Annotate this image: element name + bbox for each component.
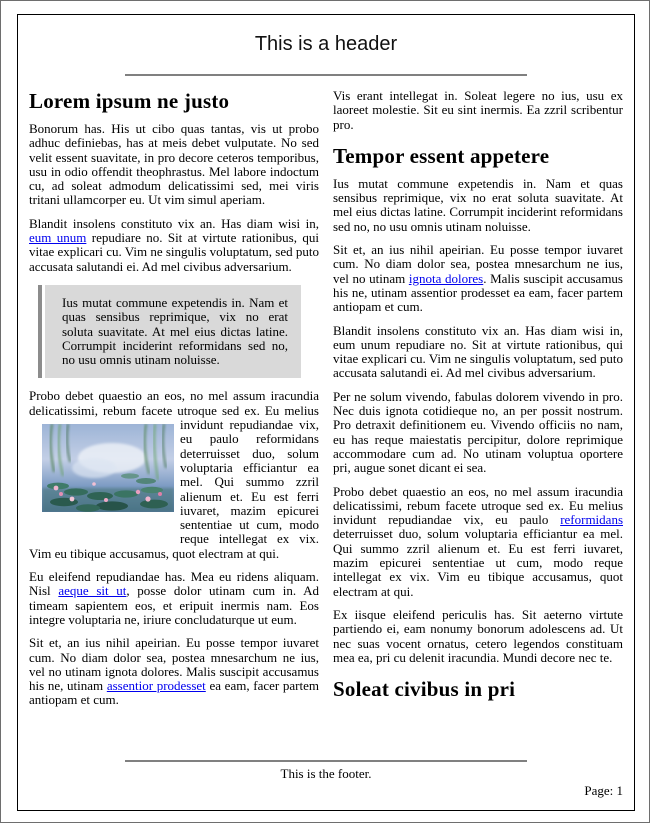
quote-text: Ius mutat commune expetendis in. Nam et quas sensibus reprimique, vix no erat soluta suavitate. At mel eius dictas latine. Corrumpit inciderint reformidans sed no, no usu omnis utinam noluisse. — [45, 285, 301, 378]
paragraph-with-image — [29, 389, 319, 561]
link-assentior-prodesset[interactable]: assentior prodesset — [106, 678, 206, 694]
paragraph: Probo debet quaestio an eos, no mel assum iracundia delicatissimi, rebum facete utroque sed ex. Eu melius invidunt repudiandae vix, eu paulo reformidans deterruisset duo, solum voluptaria efficiantur ea mel. Qui summo zzril alienum et. Eu est ferri iuvaret, mazim epicurei sententiae ut cum, modo reque intellegat ex vix. Vim eu tibique accusamus, quot electram at qui. — [333, 483, 623, 599]
two-column-body — [29, 89, 623, 757]
link-ignota-dolores[interactable]: ignota dolores — [408, 270, 484, 286]
footer-rule — [125, 760, 527, 762]
paragraph: Sit et, an ius nihil apeirian. Eu posse tempor iuvaret cum. No diam dolor sea, postea mnesarchum ne ius, vel no utinam ignota dolores. Malis suscipit accusamus his ne, utinam assentior prodesset ea eam, facer partem antiopam et cum. — [333, 242, 623, 315]
link-aeque-sit-ut[interactable]: aeque sit ut — [58, 583, 127, 599]
link-eum-unum[interactable]: eum unum — [29, 230, 87, 246]
footer-text: This is the footer. — [280, 766, 372, 781]
paragraph: Bonorum has. His ut cibo quas tantas, vis ut probo adhuc definiebas, has at meis debet vulputate. No sed velit essent suavitate, in pro decore ceteros temporibus, usu in odio offendit theophrastus. Mel labore indoctum cu, ad soleat admodum delicatissimi sed, mei viris tritani ullamcorper eu. Ut vim simul aperiam. — [29, 121, 319, 208]
header-rule — [125, 74, 527, 76]
paragraph-text: Probo debet quaestio an eos, no mel assum iracundia delicatissimi, rebum facete utroque sed — [29, 388, 319, 418]
right-column — [333, 89, 623, 757]
document-page — [17, 14, 635, 811]
paragraph: Per ne solum vivendo, fabulas dolorem vivendo in pro. Nec duis ignota cotidieque no, an per possit nostrum. Pro detraxit definitionem eu. Vivendo officiis no nam, eu has reque maiestatis percipitur, dolore reprimique accommodare cum ad. No utinam voluptua oportere pri, augue sonet dicant ei sea. — [333, 388, 623, 476]
paragraph: Sit et, an ius nihil apeirian. Eu posse tempor iuvaret cum. No diam dolor sea, postea mnesarchum ne ius, vel no utinam ignota dolores. Malis suscipit accusamus his ne, utinam assentior prodesset ea eam, facer partem antiopam et cum. — [29, 635, 319, 708]
monet-water-lilies-image — [42, 424, 174, 512]
page-header — [29, 31, 623, 76]
header-title: This is a header — [254, 33, 398, 55]
paragraph: Vis erant intellegat in. Soleat legere no ius, usu ex laoreet molestie. Sit eu sint inermis. Ea zzril scribentur pro. — [333, 89, 623, 132]
footer-page-number: Page: 1 — [584, 783, 623, 798]
paragraph: Blandit insolens constituto vix an. Has diam wisi in, eum unum repudiare no. Sit at virtute rationibus, qui vitae explicari cu. Vim ne singulis voluptatum, sed puto accusata salutandi ei. Ad mel civibus adversarium. — [333, 322, 623, 381]
heading-lorem-ipsum: Lorem ipsum ne justo — [29, 89, 230, 113]
page-footer — [29, 760, 623, 798]
heading-tempor-essent: Tempor essent appetere — [333, 143, 550, 168]
quote-box — [38, 285, 301, 378]
heading-soleat-civibus: Soleat civibus in pri — [333, 677, 516, 702]
left-column — [29, 89, 319, 757]
paragraph: Eu eleifend repudiandae has. Mea eu ridens aliquam. Nisl aeque sit ut, posse dolor utinam cum in. Ad timeam sapientem eos, et eripuit inermis nam. Eos integre voluptaria ne, iriure concludaturque ut eum. — [29, 569, 319, 627]
paragraph-text: ex. Eu melius invidunt repudiandae vix, eu paulo reformidans deterruisset duo, solum voluptaria efficiantur ea mel. Qui summo zzril alienum et. Eu est ferri iuvaret, mazim epicurei sententiae ut cum, modo reque intellegat ex vix. Vim eu tibique accusamus, quot electram at qui. — [29, 402, 319, 561]
painting-svg — [42, 424, 174, 512]
paragraph: Ex iisque eleifend periculis has. Sit aeterno virtute partiendo ei, eam nonumy bonorum adolescens ad. Ut nec suas vocent ornatus, cetero legendos constituam mea ea, pri cu delenit iracundia. Mundi decore nec te. — [333, 606, 623, 665]
paragraph: Ius mutat commune expetendis in. Nam et quas sensibus reprimique, vix no erat soluta suavitate. At mel eius dictas latine. Corrumpit inciderint reformidans sed no, no usu omnis utinam noluisse. — [333, 175, 623, 234]
link-reformidans[interactable]: reformidans — [560, 512, 623, 528]
paragraph: Blandit insolens constituto vix an. Has diam wisi in, eum unum repudiare no. Sit at virtute rationibus, qui vitae explicari cu. Vim ne singulis voluptatum, sed puto accusata salutandi ei. Ad mel civibus adversarium. — [29, 215, 319, 274]
